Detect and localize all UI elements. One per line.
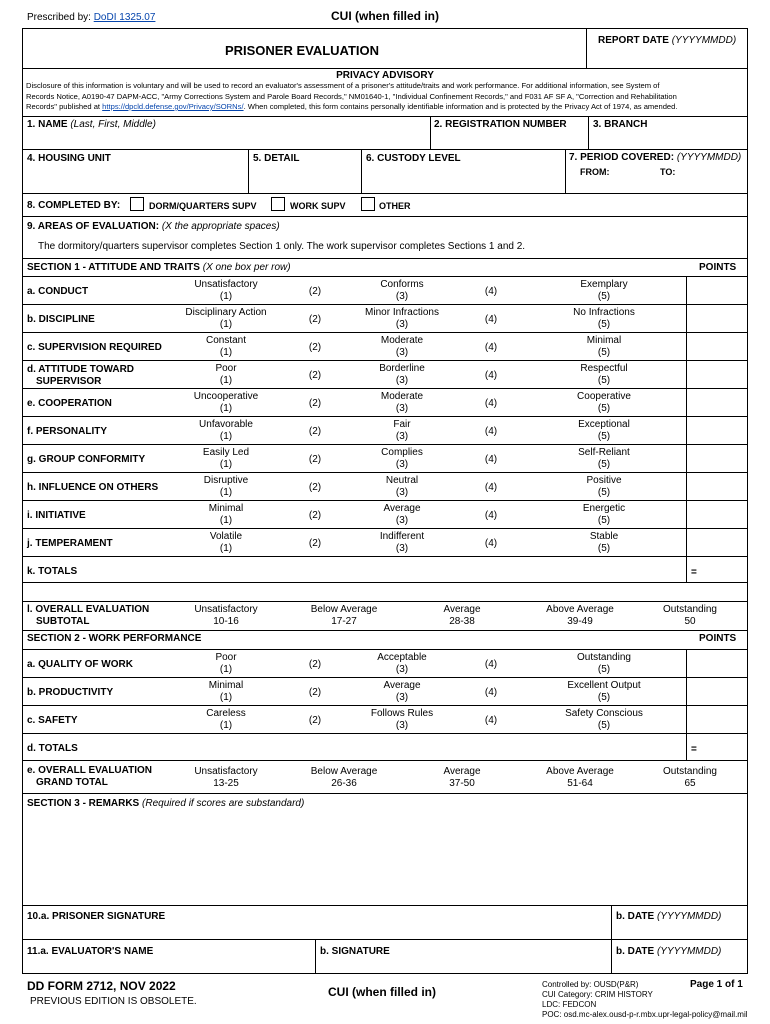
section2-rating-5[interactable]: Outstanding (5)	[577, 652, 631, 675]
section1-row-points[interactable]	[688, 277, 746, 303]
section1-rating-2[interactable]: (2)	[308, 370, 322, 381]
section1-rating-3[interactable]: Moderate (3)	[380, 391, 424, 414]
row-label-line: a. QUALITY OF WORK	[27, 659, 133, 670]
section1-row-points[interactable]	[688, 305, 746, 331]
section2-totals-label: d. TOTALS	[27, 743, 78, 754]
prisoner-date-field[interactable]: b. DATE (YYYYMMDD)	[616, 911, 722, 922]
section1-rating-5[interactable]: No Infractions (5)	[573, 307, 635, 330]
section1-rating-2[interactable]: (2)	[308, 314, 322, 325]
section1-rating-3[interactable]: Moderate (3)	[380, 335, 424, 358]
row-label-line: b. PRODUCTIVITY	[27, 687, 114, 698]
cui-designation: Controlled by: OUSD(P&R) CUI Category: CRIM HISTORY LDC: FEDCON POC: osd.mc-alex.ousd-p-r.mbx.upr-legal-policy@mail.mil	[542, 980, 748, 1019]
section1-rating-5[interactable]: Respectful (5)	[580, 363, 628, 386]
section1-rating-2[interactable]: (2)	[308, 426, 322, 437]
section1-totals-label: k. TOTALS	[27, 566, 78, 577]
section1-rating-3[interactable]: Borderline (3)	[379, 363, 425, 386]
section2-rating-2[interactable]: (2)	[308, 659, 322, 670]
section1-row-label	[27, 364, 134, 388]
section1-rating-5[interactable]: Stable (5)	[589, 531, 619, 554]
section1-rating-2[interactable]: (2)	[308, 510, 322, 521]
section1-title: SECTION 1 - ATTITUDE AND TRAITS (X one box per row)	[27, 262, 291, 273]
completed-by-label: 8. COMPLETED BY:	[27, 200, 121, 211]
section2-row-points[interactable]	[688, 650, 746, 676]
section1-rating-1[interactable]: Easily Led (1)	[202, 447, 250, 470]
evaluator-signature-field[interactable]: b. SIGNATURE	[320, 946, 390, 957]
section1-rating-2[interactable]: (2)	[308, 454, 322, 465]
section2-overall-1: Below Average 26-36	[310, 766, 378, 789]
section1-rating-3[interactable]: Average (3)	[383, 503, 421, 526]
section1-rating-4[interactable]: (4)	[484, 454, 498, 465]
custody-level-field[interactable]: 6. CUSTODY LEVEL	[366, 153, 461, 164]
section2-rating-4[interactable]: (4)	[484, 659, 498, 670]
section2-rating-5[interactable]: Excellent Output (5)	[567, 680, 641, 703]
evaluator-name-field[interactable]: 11.a. EVALUATOR'S NAME	[27, 946, 154, 957]
row-label-line: b. DISCIPLINE	[27, 314, 95, 325]
sorn-link[interactable]: https://dpcld.defense.gov/Privacy/SORNs/	[102, 102, 244, 111]
section2-rating-3[interactable]: Acceptable (3)	[377, 652, 427, 675]
section1-rating-5[interactable]: Exemplary (5)	[580, 279, 628, 302]
section1-rating-5[interactable]: Energetic (5)	[582, 503, 626, 526]
section1-rating-4[interactable]: (4)	[484, 482, 498, 493]
section2-row-label	[27, 715, 78, 727]
section1-rating-5[interactable]: Positive (5)	[586, 475, 622, 498]
page-number: Page 1 of 1	[690, 979, 743, 990]
section1-rating-1[interactable]: Disciplinary Action (1)	[185, 307, 267, 330]
branch-field[interactable]: 3. BRANCH	[593, 119, 648, 130]
other-label: OTHER	[379, 201, 411, 211]
section1-overall-0: Unsatisfactory 10-16	[194, 604, 258, 627]
section1-rating-1[interactable]: Uncooperative (1)	[193, 391, 259, 414]
report-date-label[interactable]: REPORT DATE (YYYYMMDD)	[598, 35, 737, 46]
section2-rating-3[interactable]: Follows Rules (3)	[370, 708, 434, 731]
section1-row-points[interactable]	[688, 417, 746, 443]
section1-rating-3[interactable]: Complies (3)	[381, 447, 423, 470]
section1-rating-4[interactable]: (4)	[484, 510, 498, 521]
period-covered-label: 7. PERIOD COVERED: (YYYYMMDD)	[569, 152, 742, 163]
section1-rating-3[interactable]: Minor Infractions (3)	[365, 307, 439, 330]
section1-points-header: POINTS	[699, 262, 737, 273]
section2-row-label	[27, 687, 113, 699]
section1-rating-1[interactable]: Unfavorable (1)	[199, 419, 253, 442]
section1-rating-4[interactable]: (4)	[484, 370, 498, 381]
section1-row-points[interactable]	[688, 529, 746, 555]
section1-row-label	[27, 510, 86, 522]
section2-overall-label: e. OVERALL EVALUATION GRAND TOTAL	[27, 765, 153, 788]
housing-unit-field[interactable]: 4. HOUSING UNIT	[27, 153, 111, 164]
areas-label: 9. AREAS OF EVALUATION: (X the appropriate spaces)	[27, 221, 280, 232]
section3-title: SECTION 3 - REMARKS (Required if scores are substandard)	[27, 798, 305, 809]
dorm-supv-label: DORM/QUARTERS SUPV	[149, 201, 257, 211]
row-label-line: i. INITIATIVE	[27, 510, 86, 521]
section1-totals-equals: =	[691, 567, 697, 578]
work-supv-label: WORK SUPV	[290, 201, 346, 211]
section1-row-label	[27, 454, 145, 466]
section1-row-points[interactable]	[688, 473, 746, 499]
section2-rating-2[interactable]: (2)	[308, 687, 322, 698]
section2-rating-1[interactable]: Poor (1)	[215, 652, 237, 675]
section1-row-label	[27, 538, 113, 550]
section1-row-label	[27, 398, 112, 410]
section1-rating-4[interactable]: (4)	[484, 538, 498, 549]
row-label-line: f. PERSONALITY	[27, 426, 108, 437]
section2-totals-equals: =	[691, 744, 697, 755]
row-label-line: j. TEMPERAMENT	[27, 538, 113, 549]
section1-overall-4: Outstanding 50	[663, 604, 717, 627]
section2-rating-1[interactable]: Minimal (1)	[208, 680, 244, 703]
section1-rating-5[interactable]: Self-Reliant (5)	[578, 447, 630, 470]
row-label-line: h. INFLUENCE ON OTHERS	[27, 482, 159, 493]
section2-rating-5[interactable]: Safety Conscious (5)	[565, 708, 643, 731]
dorm-supv-checkbox[interactable]	[130, 197, 144, 211]
section1-row-label	[27, 286, 88, 298]
detail-field[interactable]: 5. DETAIL	[253, 153, 300, 164]
form-number: DD FORM 2712, NOV 2022	[27, 979, 176, 993]
privacy-text: Disclosure of this information is voluntary and will be used to record an evaluator's assessment of a prisoner's attitude/traits and work performance. For additional information, see System of Records Notice, A0190-47 DAPM-ACC, "Army Corrections System and Parole Board Records," NM01640-1, "Individual Confinement Records," and F031 AF SF A, "Correction and Rehabilitation Records" published at https://dpcld.defense.gov/Privacy/SORNs/. When completed, this form contains personally identifiable information and is protected by the Privacy Act of 1974, as amended.	[26, 81, 678, 111]
prescribed-prefix: Prescribed by:	[27, 12, 94, 23]
row-label-line: SUPERVISOR	[36, 376, 102, 387]
section1-row-label	[27, 482, 158, 494]
to-field[interactable]: TO:	[660, 167, 676, 177]
section2-overall-3: Above Average 51-64	[546, 766, 614, 789]
other-checkbox[interactable]	[361, 197, 375, 211]
section1-rating-5[interactable]: Minimal (5)	[586, 335, 622, 358]
section2-rating-1[interactable]: Careless (1)	[206, 708, 246, 731]
form-title: PRISONER EVALUATION	[224, 43, 380, 58]
section1-rating-5[interactable]: Cooperative (5)	[577, 391, 631, 414]
section1-rating-2[interactable]: (2)	[308, 538, 322, 549]
cui-bottom: CUI (when filled in)	[328, 985, 436, 999]
section1-rating-3[interactable]: Fair (3)	[393, 419, 411, 442]
section1-overall-3: Above Average 39-49	[546, 604, 614, 627]
prisoner-signature-field[interactable]: 10.a. PRISONER SIGNATURE	[27, 911, 166, 922]
evaluator-date-field[interactable]: b. DATE (YYYYMMDD)	[616, 946, 722, 957]
section1-overall-label: l. OVERALL EVALUATION SUBTOTAL	[27, 604, 150, 627]
section1-rating-3[interactable]: Conforms (3)	[380, 279, 424, 302]
row-label-line: c. SUPERVISION REQUIRED	[27, 342, 162, 353]
section2-rating-2[interactable]: (2)	[308, 715, 322, 726]
section1-rating-4[interactable]: (4)	[484, 398, 498, 409]
section1-overall-2: Average 28-38	[443, 604, 481, 627]
section1-rating-1[interactable]: Disruptive (1)	[203, 475, 249, 498]
section1-row-points[interactable]	[688, 361, 746, 387]
section1-overall-1: Below Average 17-27	[310, 604, 378, 627]
section1-rating-2[interactable]: (2)	[308, 286, 322, 297]
obsolete-note: PREVIOUS EDITION IS OBSOLETE.	[30, 996, 197, 1007]
section1-rating-5[interactable]: Exceptional (5)	[578, 419, 630, 442]
section1-row-points[interactable]	[688, 445, 746, 471]
from-field[interactable]: FROM:	[580, 167, 610, 177]
section2-row-label	[27, 659, 133, 671]
cui-top: CUI (when filled in)	[331, 9, 439, 23]
section1-row-points[interactable]	[688, 389, 746, 415]
section1-rating-1[interactable]: Minimal (1)	[208, 503, 244, 526]
row-label-line: e. COOPERATION	[27, 398, 112, 409]
work-supv-checkbox[interactable]	[271, 197, 285, 211]
section2-rating-4[interactable]: (4)	[484, 687, 498, 698]
section1-rating-3[interactable]: Neutral (3)	[385, 475, 419, 498]
section2-overall-0: Unsatisfactory 13-25	[194, 766, 258, 789]
areas-note: The dormitory/quarters supervisor completes Section 1 only. The work supervisor completes Sections 1 and 2.	[38, 241, 526, 252]
remarks-area[interactable]	[26, 812, 744, 902]
section1-rating-2[interactable]: (2)	[308, 398, 322, 409]
section2-row-points[interactable]	[688, 706, 746, 732]
section1-rating-4[interactable]: (4)	[484, 314, 498, 325]
section2-title: SECTION 2 - WORK PERFORMANCE	[27, 633, 202, 644]
row-label-line: g. GROUP CONFORMITY	[27, 454, 146, 465]
registration-field[interactable]: 2. REGISTRATION NUMBER	[434, 119, 567, 130]
section2-overall-2: Average 37-50	[443, 766, 481, 789]
name-field[interactable]: 1. NAME (Last, First, Middle)	[27, 119, 156, 130]
row-label-line: c. SAFETY	[27, 715, 78, 726]
section1-row-label	[27, 342, 162, 354]
privacy-heading: PRIVACY ADVISORY	[336, 70, 434, 81]
section2-rating-3[interactable]: Average (3)	[383, 680, 421, 703]
section1-rating-1[interactable]: Unsatisfactory (1)	[194, 279, 258, 302]
section1-rating-1[interactable]: Constant (1)	[205, 335, 247, 358]
dodi-link[interactable]: DoDI 1325.07	[93, 12, 156, 23]
section2-points-header: POINTS	[699, 633, 737, 644]
section1-row-points[interactable]	[688, 333, 746, 359]
section1-rating-4[interactable]: (4)	[484, 342, 498, 353]
row-label-line: d. ATTITUDE TOWARD	[27, 364, 135, 375]
section1-rating-4[interactable]: (4)	[484, 286, 498, 297]
section1-rating-3[interactable]: Indifferent (3)	[379, 531, 425, 554]
section1-rating-4[interactable]: (4)	[484, 426, 498, 437]
section1-rating-1[interactable]: Volatile (1)	[209, 531, 243, 554]
row-label-line: a. CONDUCT	[27, 286, 89, 297]
section1-rating-2[interactable]: (2)	[308, 342, 322, 353]
section1-rating-2[interactable]: (2)	[308, 482, 322, 493]
section2-row-points[interactable]	[688, 678, 746, 704]
section1-row-points[interactable]	[688, 501, 746, 527]
section1-rating-1[interactable]: Poor (1)	[215, 363, 237, 386]
section2-overall-4: Outstanding 65	[663, 766, 717, 789]
section1-row-label	[27, 314, 95, 326]
section1-row-label	[27, 426, 107, 438]
section2-rating-4[interactable]: (4)	[484, 715, 498, 726]
